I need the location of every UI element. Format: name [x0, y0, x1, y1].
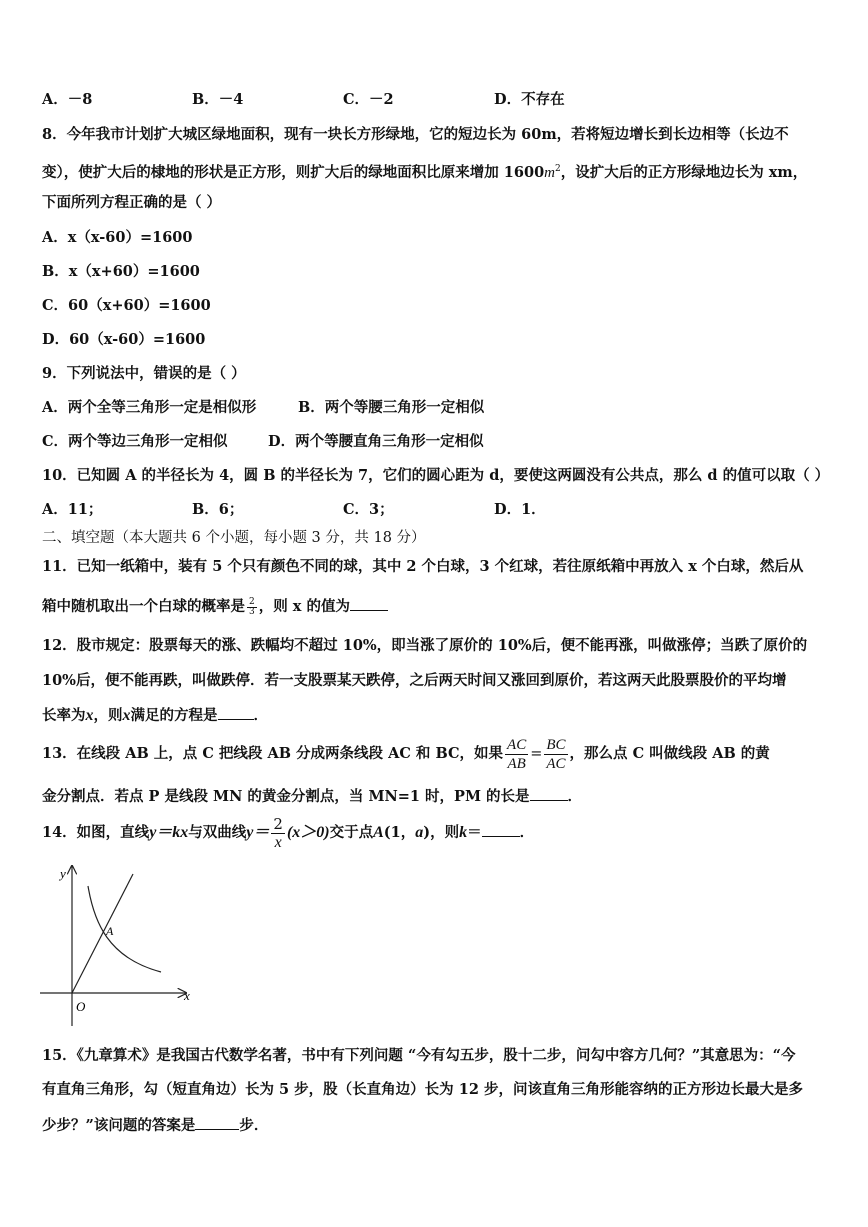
q12-line1: 12．股市规定：股票每天的涨、跌幅均不超过 10%，即当涨了原价的 10%后，便不能再涨，叫做涨停；当跌了原价的: [42, 637, 808, 654]
q7-option-a: A．－8: [42, 91, 93, 108]
q10-option-d: D．1．: [494, 501, 546, 518]
q14-label-o: O: [76, 999, 86, 1014]
q12-var-x: x: [85, 707, 94, 724]
q11-line2: [42, 596, 388, 617]
q14-c: 与双曲线: [188, 824, 247, 841]
q13-line2a: 金分割点．若点 P 是线段 MN 的黄金分割点，当 MN=1 时，PM 的长是: [42, 788, 530, 805]
q7-option-c: C．－2: [343, 91, 394, 108]
q11-line2a: 箱中随机取出一个白球的概率是: [42, 598, 245, 615]
q10-stem: 10．已知圆 A 的半径长为 4，圆 B 的半径长为 7，它们的圆心距为 d，要使这两圆没有公共点，那么 d 的值可以取（ ）: [42, 467, 830, 484]
q8-option-c: C．60（x+60）=1600: [42, 297, 211, 314]
q10-option-b: B．6；: [192, 501, 244, 518]
q10-option-c: C．3；: [343, 501, 394, 518]
q12-line3b: ，则: [93, 707, 123, 724]
q13-f2-den: AC: [546, 755, 566, 772]
q14-point-a: A: [373, 824, 384, 841]
q9-option-b: B．两个等腰三角形一定相似: [298, 399, 485, 416]
q13-line1b: ，那么点 C 叫做线段 AB 的黄: [569, 745, 770, 762]
q14-frac-den: x: [274, 833, 282, 851]
q15-line3b: 步．: [239, 1117, 269, 1134]
q10-option-a: A．11；: [42, 501, 103, 518]
q14-fraction: [271, 815, 285, 852]
q13-equals: =: [530, 746, 543, 762]
q8-stem-end: 下面所列方程正确的是（ ）: [42, 194, 222, 211]
q14-hyperbola: [88, 886, 161, 972]
q11-frac-num: 2: [249, 596, 255, 607]
q14-answer-blank[interactable]: [482, 822, 520, 837]
q14-var-a: a: [415, 824, 424, 841]
q14-a: 14．如图，直线: [42, 824, 150, 841]
q13-f1-den: AB: [507, 755, 526, 772]
q15-line3a: 少步？”该问题的答案是: [42, 1117, 196, 1134]
q11-fraction: [247, 598, 257, 617]
q12-line3d: ．: [253, 707, 268, 724]
q12-line3a: 长率为: [42, 707, 86, 724]
q14-domain: (x＞0): [286, 824, 330, 841]
q13-f1-num: AC: [507, 736, 527, 753]
q14-var-k: k: [459, 824, 468, 841]
q12-line3: [42, 705, 268, 726]
q14-frac-num: 2: [273, 814, 283, 833]
q15-line3: [42, 1115, 268, 1136]
q15-line1: 15．《九章算术》是我国古代数学名著，书中有下列问题 “今有勾五步，股十二步，问勾中容方几何？”其意思为：“今: [42, 1047, 796, 1064]
q8-option-b: B．x（x+60）=1600: [42, 263, 200, 280]
q8-line2b: ，设扩大后的正方形绿地边长为 xm，: [560, 163, 808, 181]
q13-fraction-1: [505, 736, 528, 773]
q13-line1a: 13．在线段 AB 上，点 C 把线段 AB 分成两条线段 AC 和 BC，如果: [42, 745, 504, 762]
q14-label-x: x: [184, 988, 190, 1003]
section-heading-fill-in: 二、填空题（本大题共 6 个小题，每小题 3 分，共 18 分）: [42, 530, 426, 546]
q14-y-eq: y＝: [246, 824, 270, 841]
q15-line2: 有直角三角形，勾（短直角边）长为 5 步，股（长直角边）长为 12 步，问该直角三角形能容纳的正方形边长最大是多: [42, 1081, 803, 1098]
q8-line2: [42, 159, 807, 183]
q8-line2a: 变），使扩大后的棣地的形状是正方形，则扩大后的绿地面积比原来增加 1600: [42, 163, 545, 181]
q9-option-a: A．两个全等三角形一定是相似形: [42, 399, 257, 416]
q11-line2b: ，则 x 的值为: [258, 598, 350, 615]
q8-unit: m: [544, 164, 555, 181]
q8-option-a: A．x（x-60）=1600: [42, 229, 193, 246]
q9-stem: 9．下列说法中，错误的是（ ）: [42, 365, 246, 382]
q14-figure: [36, 862, 196, 1032]
q14-line-ykx: [72, 874, 133, 993]
q12-var-x2: x: [122, 707, 131, 724]
q12-answer-blank[interactable]: [218, 705, 254, 720]
q14-line: [42, 814, 534, 852]
q8-option-d: D．60（x-60）=1600: [42, 331, 206, 348]
q14-l: ＝: [467, 824, 482, 841]
q14-line-eq: y＝kx: [149, 824, 189, 841]
q9-option-d: D．两个等腰直角三角形一定相似: [268, 433, 484, 450]
q13-line2: [42, 786, 582, 807]
q14-m: ．: [519, 824, 535, 841]
q9-option-c: C．两个等边三角形一定相似: [42, 433, 228, 450]
q13-fraction-2: [544, 736, 567, 773]
q11-answer-blank[interactable]: [350, 596, 388, 611]
q13-line1: [42, 735, 770, 773]
q15-answer-blank[interactable]: [195, 1115, 239, 1130]
q13-answer-blank[interactable]: [530, 786, 568, 801]
q11-frac-den: 3: [249, 606, 255, 617]
q14-label-y: y: [60, 866, 66, 881]
q14-label-a: A: [106, 924, 114, 938]
q8-unit-sup: 2: [555, 164, 561, 174]
q13-f2-num: BC: [546, 736, 566, 753]
q12-line3c: 满足的方程是: [130, 707, 218, 724]
q13-line2b: ．: [567, 788, 583, 805]
q7-option-d: D．不存在: [494, 91, 565, 108]
q14-h: (1，: [383, 824, 416, 841]
q7-option-b: B．－4: [192, 91, 244, 108]
q14-j: )，则: [423, 824, 460, 841]
q14-f: 交于点: [329, 824, 374, 841]
q11-line1: 11．已知一纸箱中，装有 5 个只有颜色不同的球，其中 2 个白球，3 个红球，若往原纸箱中再放入 x 个白球，然后从: [42, 558, 804, 575]
q8-line1: 8．今年我市计划扩大城区绿地面积，现有一块长方形绿地，它的短边长为 60m，若将短边增长到长边相等（长边不: [42, 126, 789, 143]
q12-line2: 10%后，便不能再跌，叫做跌停．若一支股票某天跌停，之后两天时间又涨回到原价，若这两天此股票股价的平均增: [42, 672, 787, 689]
